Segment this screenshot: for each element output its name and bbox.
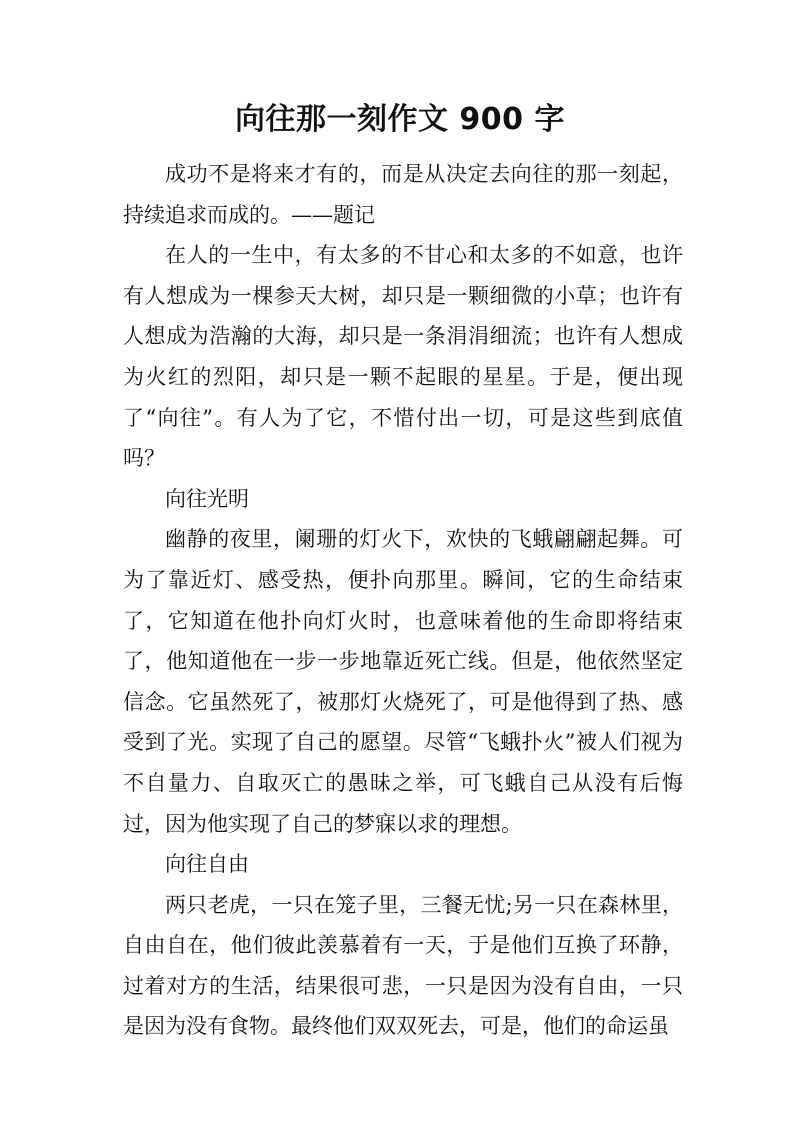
section-paragraph-light: 幽静的夜里，阑珊的灯火下，欢快的飞蛾翩翩起舞。可为了靠近灯、感受热，便扑向那里。瞬间，它的生命结束了，它知道在他扑向灯火时，也意味着他的生命即将结束了，他知道他在一步一步地靠近死亡线。但是，他依然坚定信念。它虽然死了，被那灯火烧死了，可是他得到了热、感受到了光。实现了自己的愿望。尽管“飞蛾扑火”被人们视为不自量力、自取灭亡的愚昧之举，可飞蛾自己从没有后悔过，因为他实现了自己的梦寐以求的理想。 — [123, 527, 683, 836]
document-body — [123, 154, 683, 1047]
epigraph-paragraph: 成功不是将来才有的，而是从决定去向往的那一刻起，持续追求而成的。——题记 — [123, 162, 683, 227]
section-heading-freedom: 向往自由 — [165, 852, 249, 877]
intro-paragraph: 在人的一生中，有太多的不甘心和太多的不如意，也许有人想成为一棵参天大树，却只是一颗细微的小草；也许有人想成为浩瀚的大海，却只是一条涓涓细流；也许有人想成为火红的烈阳，却只是一颗不起眼的星星。于是，便出现了“向往”。有人为了它，不惜付出一切，可是这些到底值吗？ — [123, 243, 683, 471]
document-title: 向往那一刻作文 900 字 — [234, 102, 565, 137]
section-paragraph-freedom: 两只老虎，一只在笼子里，三餐无忧;另一只在森林里，自由自在，他们彼此羡慕着有一天，于是他们互换了环静，过着对方的生活，结果很可悲，一只是因为没有自由，一只是因为没有食物。最终他们双双死去，可是，他们的命运虽 — [123, 892, 683, 1039]
section-heading-light: 向往光明 — [165, 486, 249, 511]
